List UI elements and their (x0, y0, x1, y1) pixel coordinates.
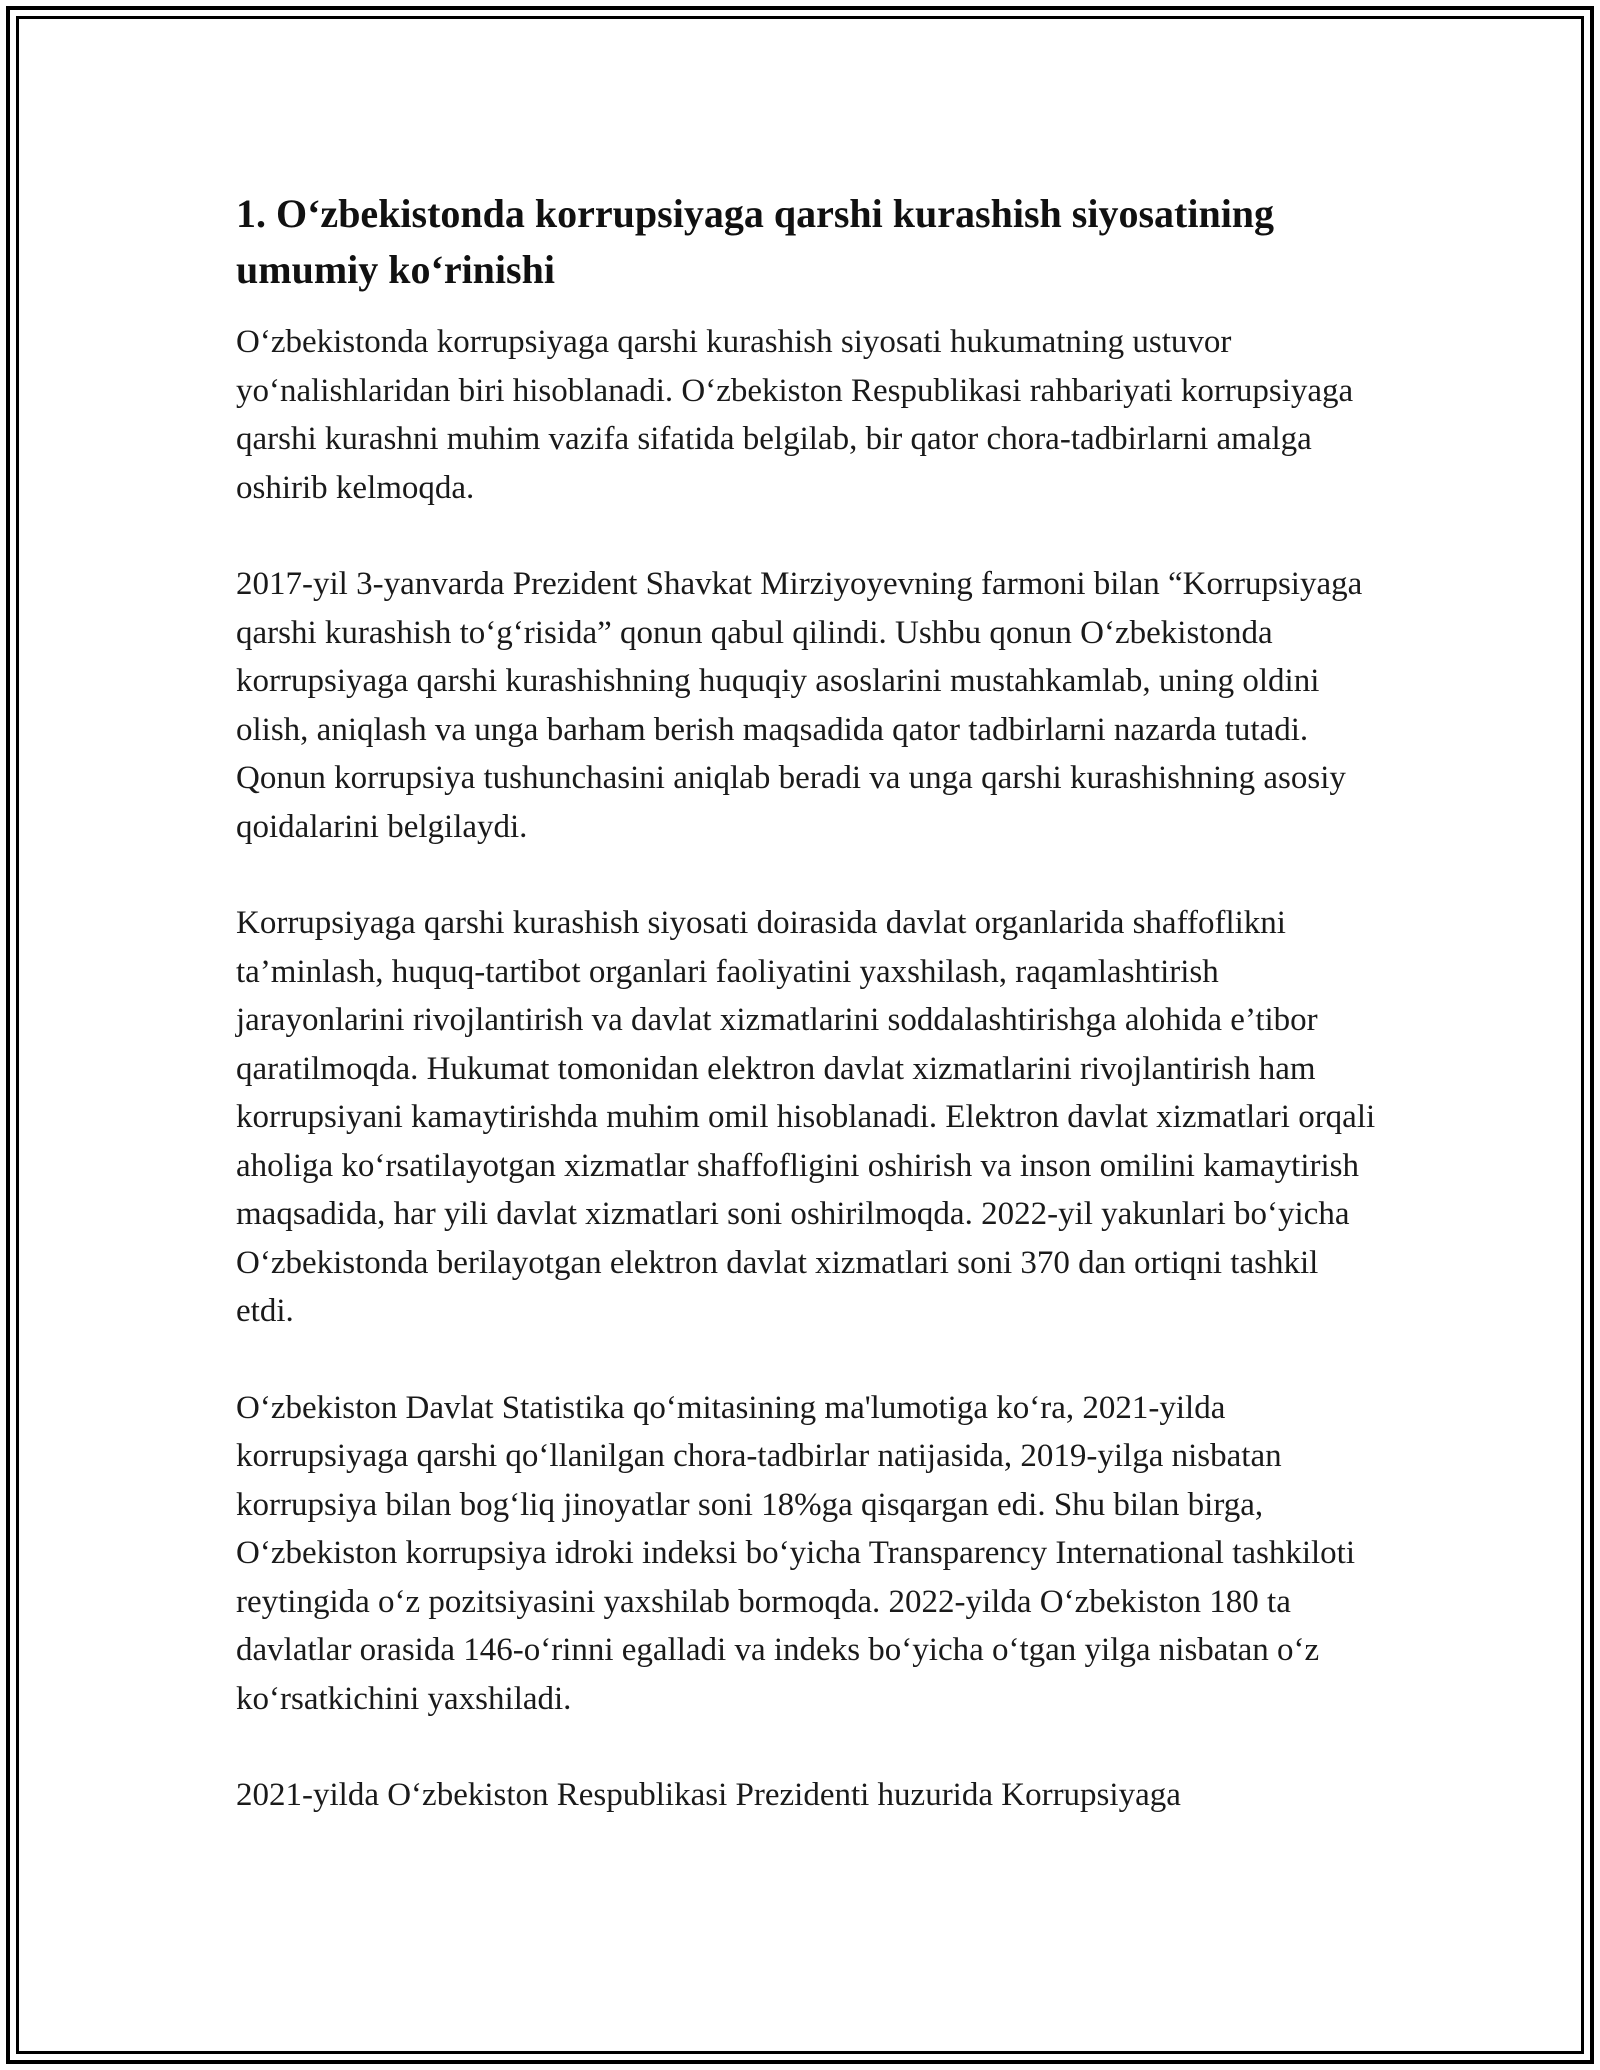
paragraph-statistics: O‘zbekiston Davlat Statistika qo‘mitasining ma'lumotiga ko‘ra, 2021-yilda korrupsiyaga qarshi qo‘llanilgan chora-tadbirlar natijasida, 2019-yilga nisbatan korrupsiya bilan bog‘liq jinoyatlar soni 18%ga qisqargan edi. Shu bilan birga, O‘zbekiston korrupsiya idroki indeksi bo‘yicha Transparency International tashkiloti reytingida o‘z pozitsiyasini yaxshilab bormoqda. 2022-yilda O‘zbekiston 180 ta davlatlar orasida 146-o‘rinni egalladi va indeks bo‘yicha o‘tgan yilga nisbatan o‘z ko‘rsatkichini yaxshiladi. (236, 1389, 1356, 1717)
paragraph-law-2017: 2017-yil 3-yanvarda Prezident Shavkat Mirziyoyevning farmoni bilan “Korrupsiyaga qarshi kurashish to‘g‘risida” qonun qabul qilindi. Ushbu qonun O‘zbekistonda korrupsiyaga qarshi kurashishning huquqiy asoslarini mustahkamlab, uning oldini olish, aniqlash va unga barham berish maqsadida qator tadbirlarni nazarda tutadi. Qonun korrupsiya tushunchasini aniqlab beradi va unga qarshi kurashishning asosiy qoidalarini belgilaydi. (236, 566, 1363, 845)
paragraph-policy-measures: Korrupsiyaga qarshi kurashish siyosati doirasida davlat organlarida shaffoflikni ta’minlash, huquq-tartibot organlari faoliyatini yaxshilash, raqamlashtirish jarayonlarini rivojlantirish va davlat xizmatlarini soddalashtirishga alohida e’tibor qaratilmoqda. Hukumat tomonidan elektron davlat xizmatlarini rivojlantirish ham korrupsiyani kamaytirishda muhim omil hisoblanadi. Elektron davlat xizmatlari orqali aholiga ko‘rsatilayotgan xizmatlar shaffofligini oshirish va inson omilini kamaytirish maqsadida, har yili davlat xizmatlari soni oshirilmoqda. 2022-yil yakunlari bo‘yicha O‘zbekistonda berilayotgan elektron davlat xizmatlari soni 370 dan ortiqni tashkil etdi. (236, 905, 1376, 1329)
document-body (236, 186, 1376, 1868)
paragraph-intro: O‘zbekistonda korrupsiyaga qarshi kurashish siyosati hukumatning ustuvor yo‘nalishlaridan biri hisoblanadi. O‘zbekiston Respublikasi rahbariyati korrupsiyaga qarshi kurashni muhim vazifa sifatida belgilab, bir qator chora-tadbirlarni amalga oshirib kelmoqda. (236, 324, 1354, 506)
section-heading: 1. O‘zbekistonda korrupsiyaga qarshi kurashish siyosatining umumiy ko‘rinishi (236, 191, 1275, 292)
paragraph-agency-2021: 2021-yilda O‘zbekiston Respublikasi Prezidenti huzurida Korrupsiyaga (236, 1777, 1181, 1813)
